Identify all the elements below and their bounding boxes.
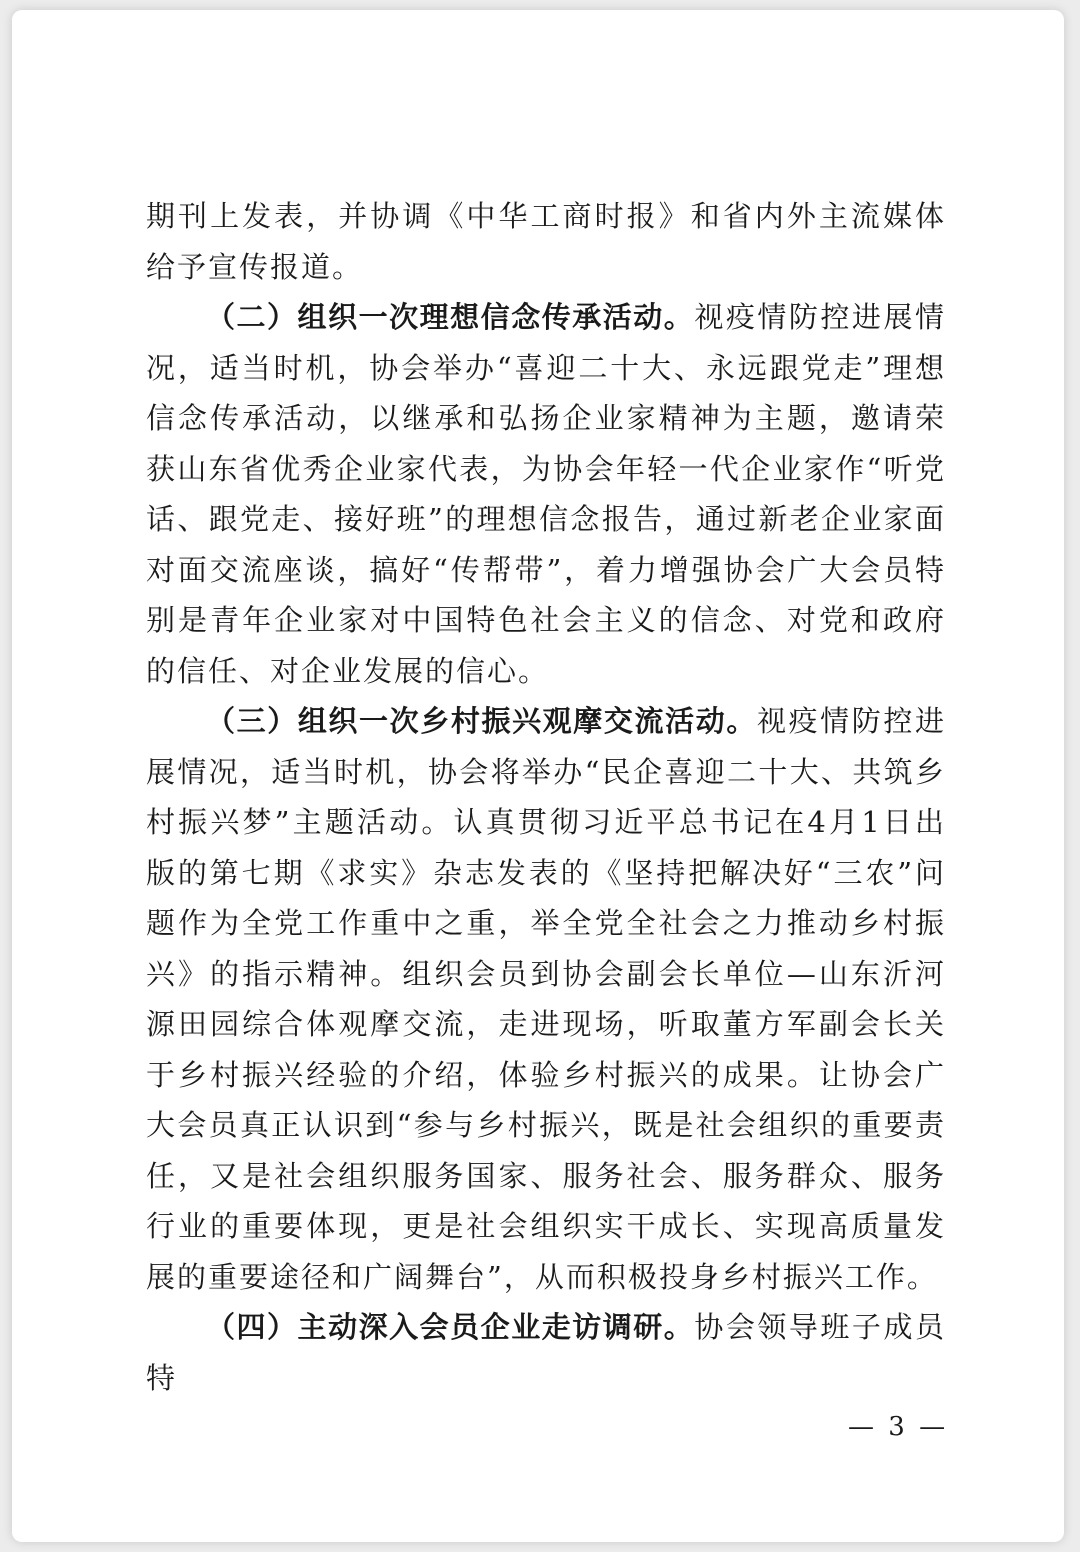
- paragraph-1-text: 期刊上发表，并协调《中华工商时报》和省内外主流媒体给予宣传报道。: [146, 199, 946, 284]
- paragraph-3-heading: （三）组织一次乡村振兴观摩交流活动。: [206, 704, 757, 738]
- paragraph-4-heading: （四）主动深入会员企业走访调研。: [206, 1310, 695, 1344]
- paragraph-1: [146, 191, 946, 292]
- paragraph-2-text: 视疫情防控进展情况，适当时机，协会举办“喜迎二十大、永远跟党走”理想信念传承活动，以继承和弘扬企业家精神为主题，邀请荣获山东省优秀企业家代表，为协会年轻一代企业家作“听党话、跟党走、接好班”的理想信念报告，通过新老企业家面对面交流座谈，搞好“传帮带”，着力增强协会广大会员特别是青年企业家对中国特色社会主义的信念、对党和政府的信任、对企业发展的信心。: [146, 300, 946, 688]
- document-page: [12, 10, 1064, 1542]
- paragraph-3: [146, 696, 946, 1302]
- paragraph-4-text: 协会领导班子成员特: [146, 1310, 946, 1395]
- paragraph-2-heading: （二）组织一次理想信念传承活动。: [206, 300, 695, 334]
- document-body: [146, 191, 946, 1403]
- paragraph-4: [146, 1302, 946, 1403]
- page-number: — 3 —: [848, 1412, 949, 1442]
- paragraph-3-text: 视疫情防控进展情况，适当时机，协会将举办“民企喜迎二十大、共筑乡村振兴梦”主题活动。认真贯彻习近平总书记在4月1日出版的第七期《求实》杂志发表的《坚持把解决好“三农”问题作为全党工作重中之重，举全党全社会之力推动乡村振兴》的指示精神。组织会员到协会副会长单位—山东沂河源田园综合体观摩交流，走进现场，听取董方军副会长关于乡村振兴经验的介绍，体验乡村振兴的成果。让协会广大会员真正认识到“参与乡村振兴，既是社会组织的重要责任，又是社会组织服务国家、服务社会、服务群众、服务行业的重要体现，更是社会组织实干成长、实现高质量发展的重要途径和广阔舞台”，从而积极投身乡村振兴工作。: [146, 704, 946, 1294]
- paragraph-2: [146, 292, 946, 696]
